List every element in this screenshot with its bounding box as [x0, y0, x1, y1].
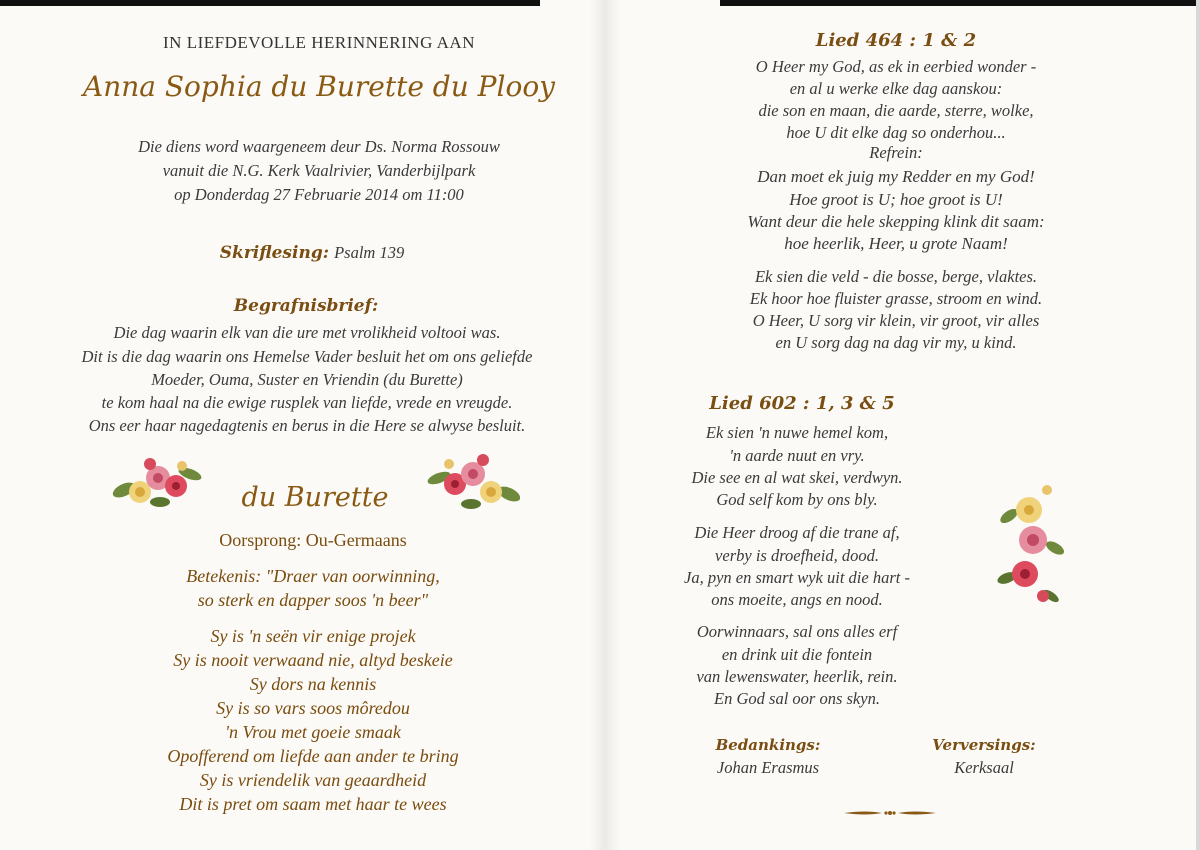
surname-meaning-line: so sterk en dapper soos 'n beer" — [197, 590, 429, 610]
rose-bouquet-vertical — [995, 478, 1067, 610]
hymn-line: 'n aarde nuut en vry. — [729, 446, 865, 465]
letter-line: te kom haal na die ewige rusplek van liefde, vrede en vreugde. — [101, 393, 513, 412]
poem-line: Dit is pret om saam met haar te wees — [179, 794, 447, 814]
poem-line: Sy is vriendelik van geaardheid — [199, 770, 427, 790]
surname-title: du Burette — [241, 482, 389, 513]
memorial-header: IN LIEFDEVOLLE HERINNERING AAN — [163, 33, 475, 52]
refreshments-label: Verversings: — [932, 736, 1036, 754]
scripture-value: Psalm 139 — [334, 243, 405, 262]
letter-line: Die dag waarin elk van die ure met vrolikheid voltooi was. — [113, 323, 501, 342]
hymn-line: O Heer, U sorg vir klein, vir groot, vir alles — [752, 311, 1040, 330]
hymn-line: Want deur die hele skepping klink dit saam: — [747, 212, 1045, 231]
thanks-label: Bedankings: — [715, 736, 821, 754]
scripture-reading — [0, 242, 624, 264]
hymn-line: Oorwinnaars, sal ons alles erf — [696, 622, 898, 641]
hymn-464-title: Lied 464 : 1 & 2 — [815, 30, 977, 51]
hymn-line: Ek sien 'n nuwe hemel kom, — [705, 423, 889, 442]
poem-line: Sy dors na kennis — [249, 674, 377, 694]
hymn-line: van lewenswater, heerlik, rein. — [696, 667, 898, 686]
hymn-line: En God sal oor ons skyn. — [714, 689, 880, 708]
letter-title: Begrafnisbrief: — [233, 296, 379, 316]
hymn-line: ons moeite, angs en nood. — [711, 590, 883, 609]
hymn-line: Die Heer droog af die trane af, — [694, 523, 900, 542]
hymn-line: en U sorg dag na dag vir my, u kind. — [775, 333, 1017, 352]
letter-line: Moeder, Ouma, Suster en Vriendin (du Burette) — [151, 370, 463, 389]
hymn-line: Ek sien die veld - die bosse, berge, vlaktes. — [754, 267, 1038, 286]
poem-line: 'n Vrou met goeie smaak — [225, 722, 401, 742]
surname-meaning-line: Betekenis: "Draer van oorwinning, — [186, 566, 440, 586]
letter-line: Dit is die dag waarin ons Hemelse Vader besluit het om ons geliefde — [81, 347, 533, 366]
hymn-line: Dan moet ek juig my Redder en my God! — [757, 167, 1035, 186]
deceased-name: Anna Sophia du Burette du Plooy — [82, 70, 555, 103]
poem-line: Sy is so vars soos môredou — [216, 698, 410, 718]
poem-line: Sy is nooit verwaand nie, altyd beskeie — [173, 650, 453, 670]
hymn-line: verby is droefheid, dood. — [715, 546, 879, 565]
hymn-line: Ek hoor hoe fluister grasse, stroom en wind. — [749, 289, 1043, 308]
thanks-value: Johan Erasmus — [716, 758, 820, 777]
refreshments-value: Kerksaal — [954, 758, 1014, 777]
hymn-line: hoe U dit elke dag so onderhou... — [786, 123, 1006, 142]
hymn-line: God self kom by ons bly. — [716, 490, 878, 509]
hymn-line: hoe heerlik, Heer, u grote Naam! — [784, 234, 1008, 253]
surname-origin: Oorsprong: Ou-Germaans — [219, 530, 407, 550]
hymn-line: die son en maan, die aarde, sterre, wolke, — [758, 101, 1034, 120]
refrain-label: Refrein: — [869, 143, 923, 162]
hymn-line: en drink uit die fontein — [721, 645, 873, 664]
poem-line: Sy is 'n seën vir enige projek — [210, 626, 416, 646]
hymn-line: Hoe groot is U; hoe groot is U! — [789, 190, 1003, 209]
service-line: Die diens word waargeneem deur Ds. Norma Rossouw — [138, 137, 500, 156]
hymn-line: Die see en al wat skei, verdwyn. — [691, 468, 903, 487]
hymn-602-title: Lied 602 : 1, 3 & 5 — [709, 393, 895, 414]
hymn-line: en al u werke elke dag aanskou: — [789, 79, 1003, 98]
hymn-line: Ja, pyn en smart wyk uit die hart - — [684, 568, 910, 587]
poem-line: Opofferend om liefde aan ander te bring — [167, 746, 459, 766]
right-page — [600, 0, 1200, 850]
ornament-divider — [842, 808, 938, 818]
letter-line: Ons eer haar nagedagtenis en berus in die Here se alwyse besluit. — [88, 416, 526, 435]
service-line: op Donderdag 27 Februarie 2014 om 11:00 — [174, 185, 464, 204]
scripture-label: Skriflesing: — [219, 243, 329, 263]
hymn-line: O Heer my God, as ek in eerbied wonder - — [755, 57, 1037, 76]
service-line: vanuit die N.G. Kerk Vaalrivier, Vanderbijlpark — [162, 161, 476, 180]
